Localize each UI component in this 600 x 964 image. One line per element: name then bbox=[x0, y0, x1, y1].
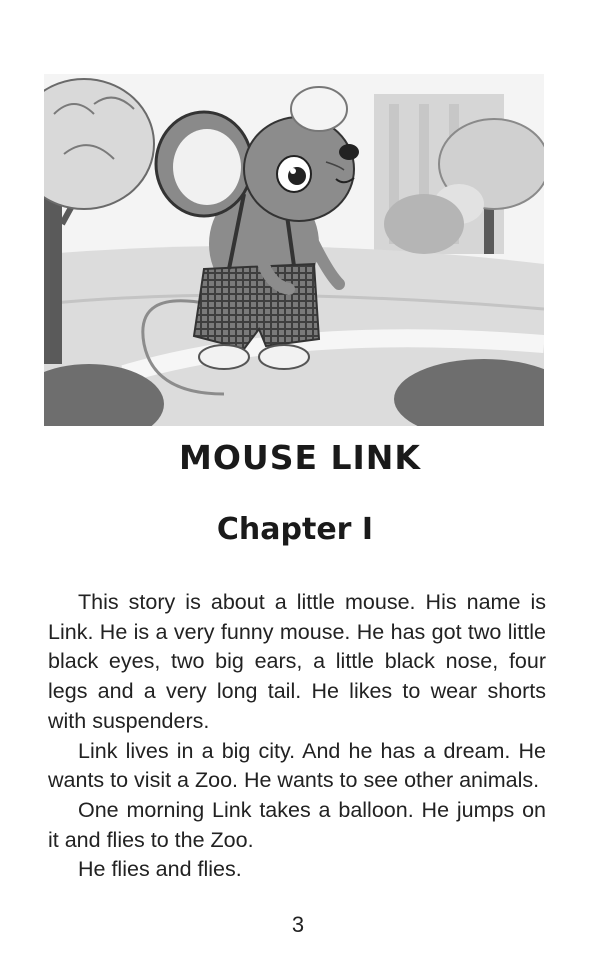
story-text bbox=[48, 588, 546, 885]
mouse-illustration bbox=[44, 74, 544, 426]
mouse-link-picture bbox=[44, 74, 544, 426]
story-title: MOUSE LINK bbox=[179, 438, 421, 477]
paragraph: He flies and flies. bbox=[78, 857, 242, 882]
paragraph: Link lives in a big city. And he has a dream. He wants to visit a Zoo. He wants to see other animals. bbox=[48, 738, 546, 793]
page-number: 3 bbox=[291, 912, 305, 937]
paragraph: One morning Link takes a balloon. He jumps on it and flies to the Zoo. bbox=[48, 797, 546, 852]
chapter-title: Chapter I bbox=[216, 512, 374, 547]
paragraph: This story is about a little mouse. His name is Link. He is a very funny mouse. He has got two little black eyes, two big ears, a little black nose, four legs and a very long tail. He likes to wear shorts with suspenders. bbox=[48, 590, 546, 733]
